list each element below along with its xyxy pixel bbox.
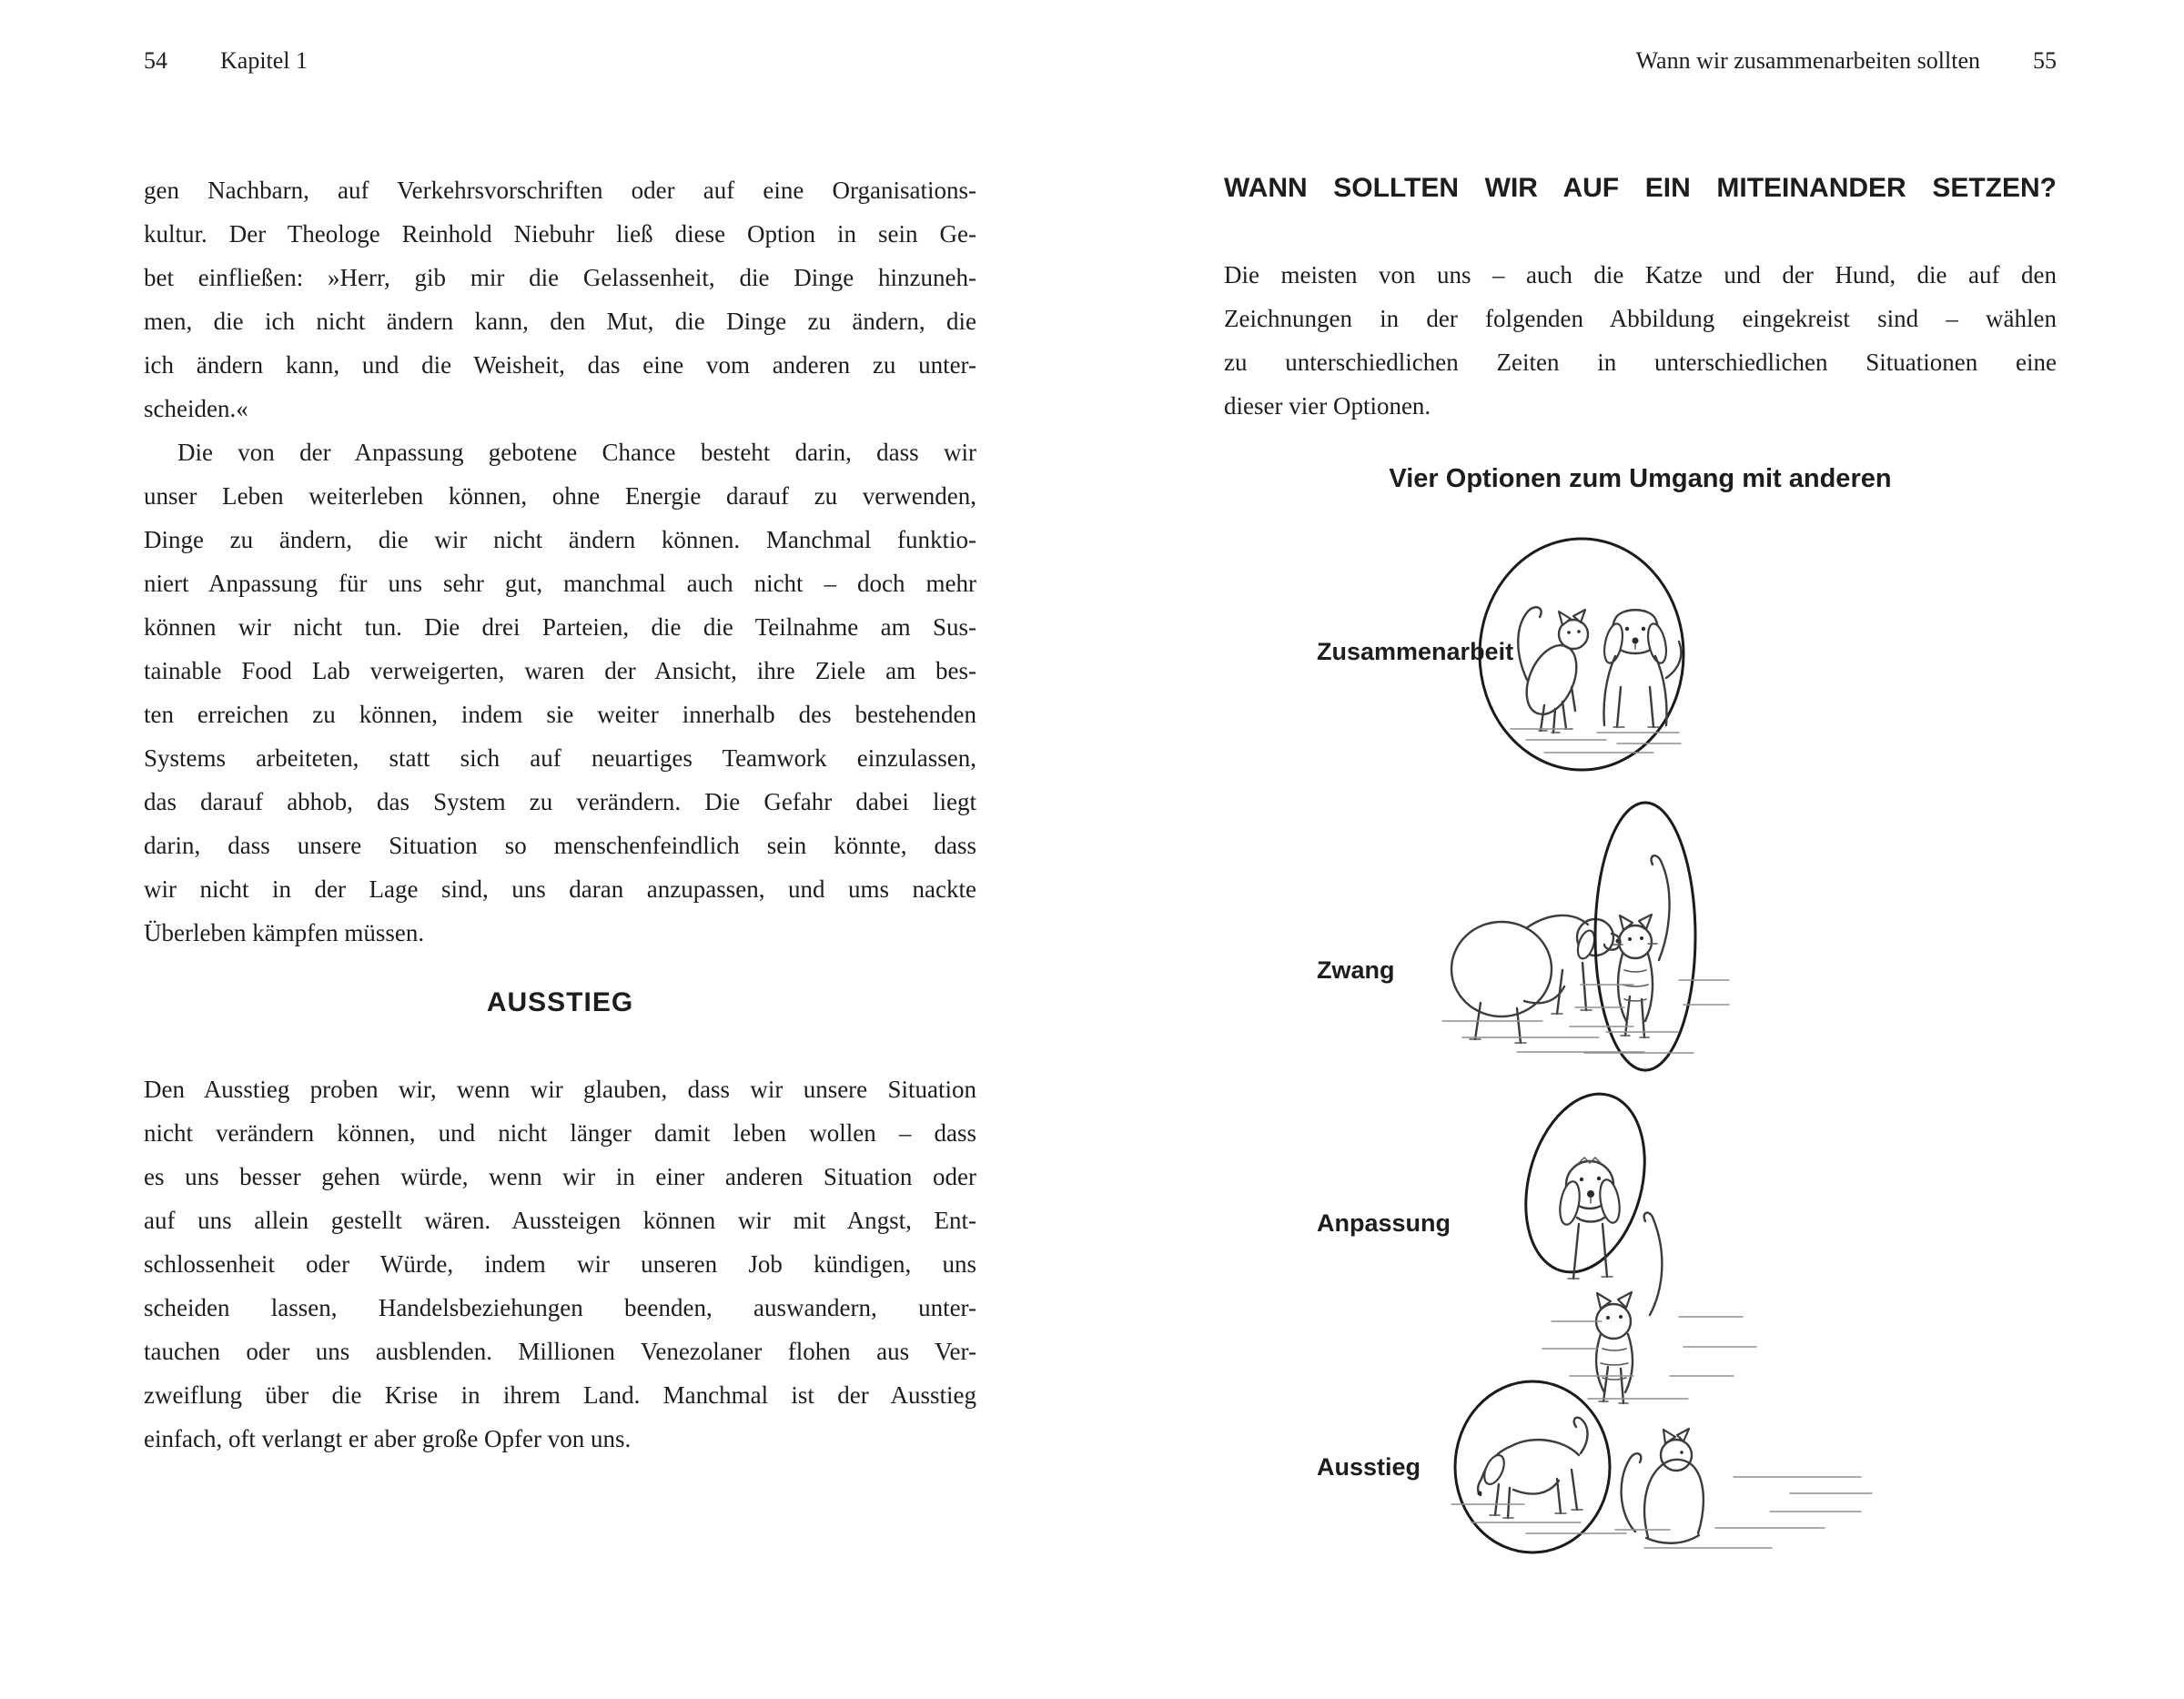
text-line: Den Ausstieg proben wir, wenn wir glauben, dass wir unsere Situation — [144, 1076, 976, 1103]
right-running-head-title: Wann wir zusammenarbeiten sollten — [1635, 47, 1980, 74]
text-line: tainable Food Lab verweigerten, waren der Ansicht, ihre Ziele am bes- — [144, 657, 976, 684]
text-line: können wir nicht tun. Die drei Parteien, die die Teilnahme am Sus- — [144, 613, 976, 641]
figure-label-zwang: Zwang — [1317, 956, 1395, 984]
right-running-head — [1224, 47, 2057, 75]
circle-annotation — [1595, 803, 1695, 1070]
ground-hatching — [1511, 729, 1681, 753]
text-line: Dinge zu ändern, die wir nicht ändern können. Manchmal funktio- — [144, 526, 976, 553]
right-page — [1224, 0, 2057, 1699]
paragraph-continuation — [144, 168, 976, 430]
cat-illustration — [1622, 1429, 1704, 1543]
left-running-head — [144, 47, 976, 75]
text-line: niert Anpassung für uns sehr gut, manchmal auch nicht – doch mehr — [144, 570, 976, 597]
text-line: darin, dass unsere Situation so menschenfeindlich sein könnte, dass — [144, 832, 976, 859]
illustration-zusammenarbeit — [1224, 523, 2057, 783]
illustration-ausstieg — [1224, 1370, 2057, 1570]
paragraph-vier-optionen — [1224, 253, 2057, 428]
text-line: schlossenheit oder Würde, indem wir unseren Job kündigen, uns — [144, 1250, 976, 1278]
text-line: zu unterschiedlichen Zeiten in unterschiedlichen Situationen eine — [1224, 349, 2057, 376]
figure-label-ausstieg: Ausstieg — [1317, 1453, 1421, 1481]
cat-illustration — [1517, 607, 1588, 733]
text-line: Die meisten von uns – auch die Katze und der Hund, die auf den — [1224, 261, 2057, 288]
text-line: men, die ich nicht ändern kann, den Mut, die Dinge zu ändern, die — [144, 308, 976, 335]
text-line: Systems arbeiteten, statt sich auf neuartiges Teamwork einzulassen, — [144, 744, 976, 772]
text-line: scheiden.« — [144, 395, 248, 422]
paragraph-ausstieg — [144, 1067, 976, 1461]
text-line: Überleben kämpfen müssen. — [144, 919, 425, 946]
text-line: das darauf abhob, das System zu verändern. Die Gefahr dabei liegt — [144, 788, 976, 815]
right-page-number: 55 — [2033, 47, 2057, 74]
right-running-head-row — [1224, 47, 2057, 75]
left-running-head-title: Kapitel 1 — [220, 47, 308, 74]
text-line: Zeichnungen in der folgenden Abbildung eingekreist sind – wählen — [1224, 305, 2057, 332]
text-line: es uns besser gehen würde, wenn wir in einer anderen Situation oder — [144, 1163, 976, 1190]
dog-illustration — [1602, 610, 1682, 727]
text-line: ten erreichen zu können, indem sie weiter innerhalb des bestehenden — [144, 701, 976, 728]
figure-label-zusammenarbeit: Zusammenarbeit — [1317, 638, 1514, 665]
dog-illustration — [1478, 1418, 1588, 1518]
left-running-head-row — [144, 47, 976, 75]
text-line: gen Nachbarn, auf Verkehrsvorschriften oder auf eine Organisations- — [144, 177, 976, 204]
text-line: ich ändern kann, und die Weisheit, das eine vom anderen zu unter- — [144, 351, 976, 379]
text-line: wir nicht in der Lage sind, uns daran anzupassen, und ums nackte — [144, 875, 976, 903]
illustration-zwang — [1224, 792, 2057, 1078]
illustration-anpassung — [1224, 1083, 2057, 1411]
section-heading-ausstieg: AUSSTIEG — [486, 987, 634, 1017]
text-line: scheiden lassen, Handelsbeziehungen beenden, auswandern, unter- — [144, 1294, 976, 1321]
text-line: dieser vier Optionen. — [1224, 392, 1431, 420]
left-page — [144, 0, 976, 1699]
cat-illustration — [1613, 855, 1670, 1037]
section-heading-miteinander: WANN SOLLTEN WIR AUF EIN MITEINANDER SETZEN? — [1224, 173, 2057, 203]
figure-label-anpassung: Anpassung — [1317, 1209, 1451, 1237]
dog-illustration — [1557, 1158, 1623, 1279]
text-line: Die von der Anpassung gebotene Chance besteht darin, dass wir — [177, 439, 976, 466]
text-line: kultur. Der Theologe Reinhold Niebuhr ließ diese Option in sein Ge- — [144, 220, 976, 248]
circle-annotation — [1455, 1381, 1610, 1552]
text-line: unser Leben weiterleben können, ohne Energie darauf zu verwenden, — [144, 482, 976, 510]
text-line: bet einfließen: »Herr, gib mir die Gelassenheit, die Dinge hinzuneh- — [144, 264, 976, 291]
paragraph-anpassung-chance — [144, 430, 976, 955]
text-line: tauchen oder uns ausblenden. Millionen Venezolaner flohen aus Ver- — [144, 1338, 976, 1365]
circle-annotation — [1507, 1083, 1663, 1286]
left-page-number: 54 — [144, 47, 167, 74]
text-line: nicht verändern können, und nicht länger damit leben wollen – dass — [144, 1119, 976, 1147]
text-line: zweiflung über die Krise in ihrem Land. Manchmal ist der Ausstieg — [144, 1381, 976, 1409]
figure-title: Vier Optionen zum Umgang mit anderen — [1389, 464, 1892, 493]
text-line: einfach, oft verlangt er aber große Opfer von uns. — [144, 1425, 632, 1452]
text-line: auf uns allein gestellt wären. Aussteigen können wir mit Angst, Ent- — [144, 1207, 976, 1234]
ground-hatching — [1451, 1477, 1872, 1548]
